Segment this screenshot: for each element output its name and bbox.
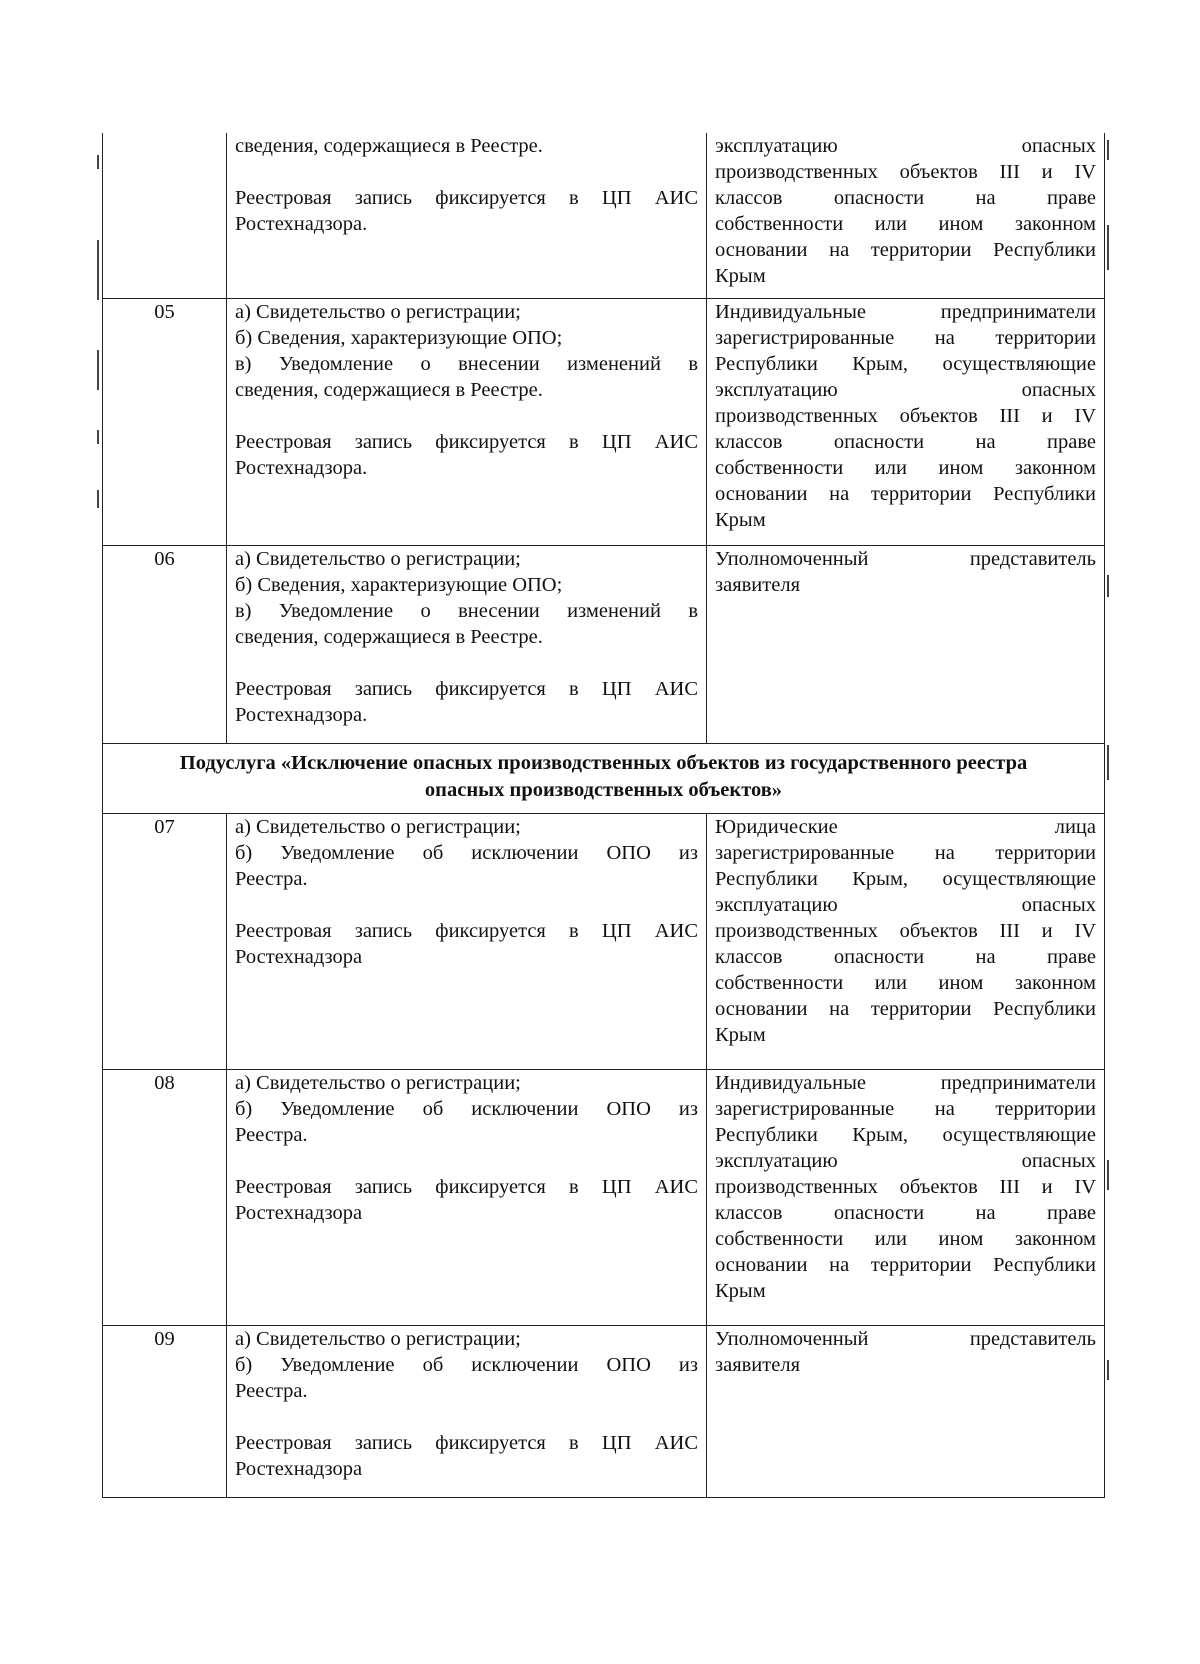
table-row: [103, 813, 1105, 1069]
subservice-heading-row: [103, 743, 1105, 813]
documents-line: а) Свидетельство о регистрации;: [235, 1327, 521, 1350]
scan-artifact: [97, 155, 99, 169]
applicant-line: основании на территории Республики: [715, 997, 1096, 1020]
applicant-line: Крым: [715, 1279, 766, 1302]
documents-line: в) Уведомление о внесении изменений в: [235, 599, 698, 622]
scan-artifact: [1107, 1160, 1109, 1190]
documents-line: Реестра.: [235, 1379, 308, 1402]
documents-note: Реестровая запись фиксируется в ЦП АИС: [235, 1175, 698, 1198]
documents-cell: [227, 133, 707, 298]
applicant-line: Крым: [715, 1023, 766, 1046]
applicant-line: Республики Крым, осуществляющие: [715, 352, 1096, 375]
documents-cell: [227, 545, 707, 743]
documents-note: Реестровая запись фиксируется в ЦП АИС: [235, 1431, 698, 1454]
scan-artifact: [97, 240, 99, 300]
applicant-line: эксплуатацию опасных: [715, 135, 1096, 157]
row-number: 08: [103, 1069, 227, 1325]
documents-line: Реестра.: [235, 867, 308, 890]
applicant-line: зарегистрированные на территории: [715, 326, 1096, 349]
applicant-line: производственных объектов III и IV: [715, 919, 1096, 942]
applicant-line: Республики Крым, осуществляющие: [715, 867, 1096, 890]
documents-note: Реестровая запись фиксируется в ЦП АИС Ростехнадзора.: [235, 187, 698, 235]
scan-artifact: [1107, 1360, 1109, 1380]
row-number: 07: [103, 813, 227, 1069]
row-number: [103, 133, 227, 298]
applicant-line: Индивидуальные предприниматели: [715, 300, 1096, 323]
scan-artifact: [97, 350, 99, 390]
applicant-line: классов опасности на праве: [715, 1201, 1096, 1224]
applicant-line: эксплуатацию опасных: [715, 893, 1096, 916]
documents-note: Ростехнадзора.: [235, 703, 368, 726]
row-number: 06: [103, 545, 227, 743]
applicant-line: производственных объектов III и IV: [715, 161, 1096, 183]
documents-line: а) Свидетельство о регистрации;: [235, 300, 521, 323]
applicant-cell: [707, 1325, 1105, 1497]
subservice-title-line: опасных производственных объектов»: [424, 778, 783, 801]
applicant-line: основании на территории Республики: [715, 482, 1096, 505]
scan-artifact: [1107, 745, 1109, 780]
documents-cell: [227, 298, 707, 545]
documents-line: сведения, содержащиеся в Реестре.: [235, 378, 543, 401]
applicant-line: собственности или ином законном: [715, 456, 1096, 479]
subservice-title-line: Подуслуга «Исключение опасных производственных объектов из государственного реестра: [179, 751, 1028, 774]
applicant-line: Крым: [715, 265, 766, 287]
applicant-line: классов опасности на праве: [715, 187, 1096, 209]
applicant-line: Крым: [715, 508, 766, 531]
table-row: [103, 298, 1105, 545]
documents-line: б) Уведомление об исключении ОПО из: [235, 1097, 698, 1120]
applicant-line: эксплуатацию опасных: [715, 1149, 1096, 1172]
applicant-line: эксплуатацию опасных: [715, 378, 1096, 401]
documents-line: б) Уведомление об исключении ОПО из: [235, 1353, 698, 1376]
documents-cell: [227, 1069, 707, 1325]
applicant-line: зарегистрированные на территории: [715, 1097, 1096, 1120]
applicant-cell: [707, 545, 1105, 743]
applicant-line: собственности или ином законном: [715, 1227, 1096, 1250]
documents-line: б) Уведомление об исключении ОПО из: [235, 841, 698, 864]
subservice-heading: [103, 743, 1105, 813]
scan-artifact: [97, 490, 99, 508]
applicant-line: классов опасности на праве: [715, 945, 1096, 968]
scan-artifact: [1107, 575, 1109, 597]
documents-line: б) Сведения, характеризующие ОПО;: [235, 573, 563, 596]
applicant-cell: [707, 1069, 1105, 1325]
documents-cell: [227, 813, 707, 1069]
documents-line: в) Уведомление о внесении изменений в: [235, 352, 698, 375]
applicant-cell: [707, 813, 1105, 1069]
applicant-line: собственности или ином законном: [715, 971, 1096, 994]
table-row: [103, 1325, 1105, 1497]
registry-table: [102, 133, 1105, 1498]
applicant-cell: [707, 298, 1105, 545]
documents-line: Реестра.: [235, 1123, 308, 1146]
applicant-line: собственности или ином законном: [715, 213, 1096, 235]
documents-note: Ростехнадзора.: [235, 456, 368, 479]
applicant-line: основании на территории Республики: [715, 1253, 1096, 1276]
applicant-cell: [707, 133, 1105, 298]
applicant-line: классов опасности на праве: [715, 430, 1096, 453]
documents-note: Реестровая запись фиксируется в ЦП АИС: [235, 919, 698, 942]
applicant-line: Республики Крым, осуществляющие: [715, 1123, 1096, 1146]
row-number: 09: [103, 1325, 227, 1497]
documents-line: б) Сведения, характеризующие ОПО;: [235, 326, 563, 349]
documents-note: Реестровая запись фиксируется в ЦП АИС: [235, 430, 698, 453]
applicant-line: заявителя: [715, 1353, 800, 1376]
documents-note: Ростехнадзора: [235, 1201, 363, 1224]
documents-cell: [227, 1325, 707, 1497]
applicant-line: Индивидуальные предприниматели: [715, 1071, 1096, 1094]
documents-note: Ростехнадзора: [235, 1457, 363, 1480]
applicant-line: Уполномоченный представитель: [715, 547, 1096, 570]
documents-note: Ростехнадзора: [235, 945, 363, 968]
documents-line: сведения, содержащиеся в Реестре.: [235, 625, 543, 648]
documents-note: Реестровая запись фиксируется в ЦП АИС: [235, 677, 698, 700]
applicant-line: заявителя: [715, 573, 800, 596]
table-row: [103, 133, 1105, 298]
row-number: 05: [103, 298, 227, 545]
applicant-line: производственных объектов III и IV: [715, 1175, 1096, 1198]
scan-artifact: [97, 430, 99, 444]
table-row: [103, 1069, 1105, 1325]
scan-artifact: [1107, 140, 1109, 160]
documents-line: а) Свидетельство о регистрации;: [235, 1071, 521, 1094]
table-row: [103, 545, 1105, 743]
scan-artifact: [1107, 225, 1109, 270]
applicant-line: зарегистрированные на территории: [715, 841, 1096, 864]
applicant-line: Уполномоченный представитель: [715, 1327, 1096, 1350]
documents-line: сведения, содержащиеся в Реестре.: [235, 135, 543, 157]
applicant-line: Юридические лица: [715, 815, 1096, 838]
applicant-line: основании на территории Республики: [715, 239, 1096, 261]
documents-line: а) Свидетельство о регистрации;: [235, 815, 521, 838]
documents-line: а) Свидетельство о регистрации;: [235, 547, 521, 570]
applicant-line: производственных объектов III и IV: [715, 404, 1096, 427]
